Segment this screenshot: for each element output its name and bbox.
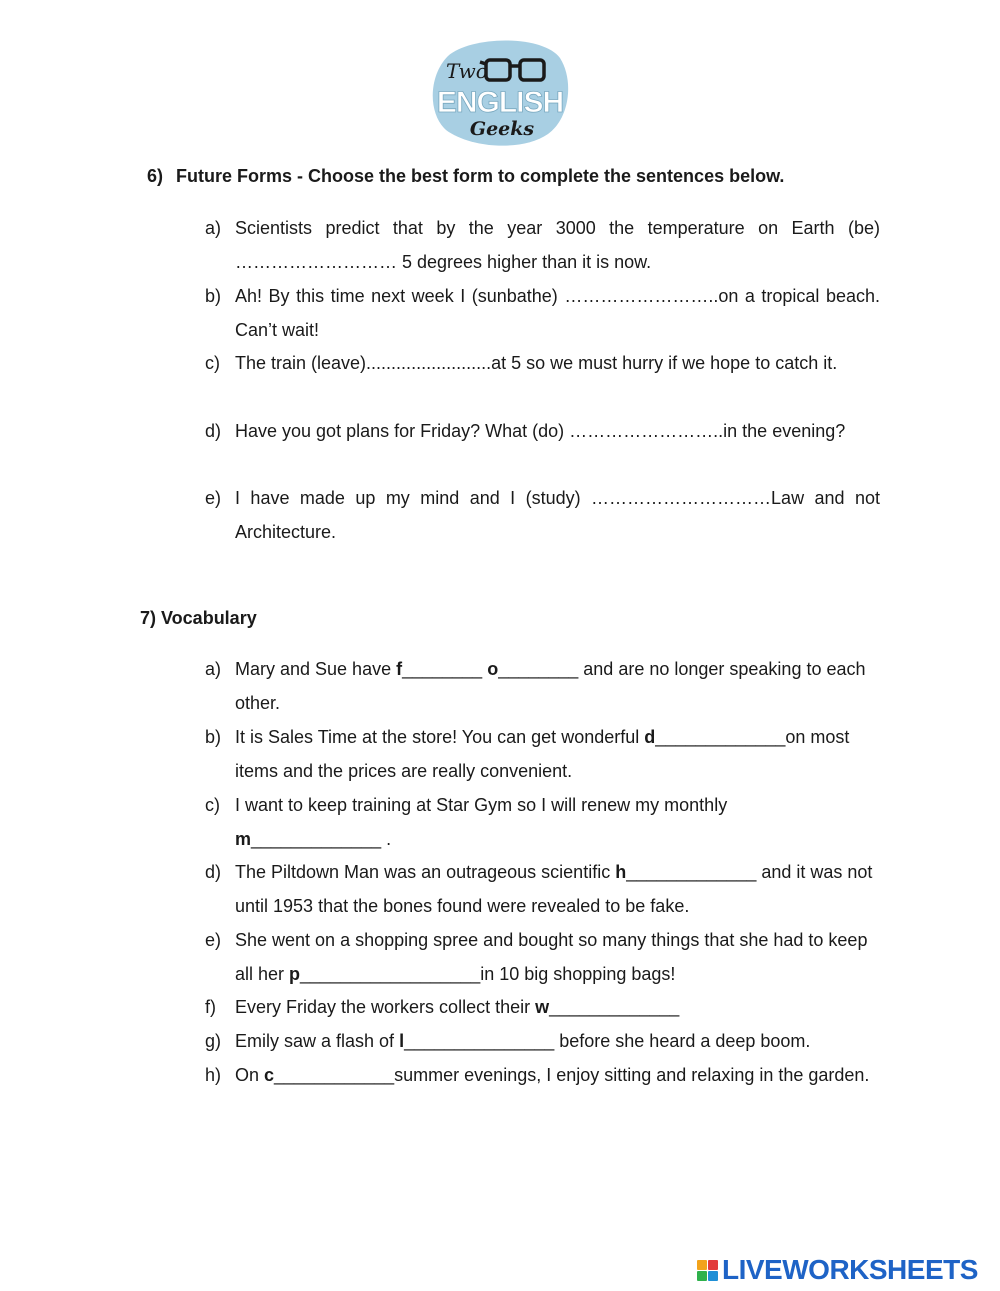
item-label: g) bbox=[205, 1031, 222, 1051]
answer-blank[interactable]: _____________ . bbox=[251, 829, 392, 849]
section-7-heading: 7) Vocabulary bbox=[140, 608, 257, 628]
item-text: Every Friday the workers collect their w_____________ bbox=[235, 997, 680, 1017]
answer-blank[interactable]: _______________ before she heard a deep boom. bbox=[404, 1031, 811, 1051]
item-label: h) bbox=[205, 1065, 222, 1085]
item-text: She went on a shopping spree and bought so many things that she had to keep all her p__________________in 10 big shopping bags! bbox=[235, 930, 868, 984]
question-6d bbox=[205, 414, 880, 448]
item-label: e) bbox=[205, 930, 222, 950]
item-text: I have made up my mind and I (study) …………………………Law and not Architecture. bbox=[235, 488, 880, 542]
item-label: a) bbox=[205, 659, 222, 679]
item-text: The Piltdown Man was an outrageous scientific h_____________ and it was not until 1953 that the bones found were revealed to be fake. bbox=[235, 862, 873, 916]
hint-letter: o bbox=[487, 659, 499, 679]
svg-text:ENGLISH: ENGLISH bbox=[436, 86, 564, 119]
hint-letter: w bbox=[535, 997, 550, 1017]
svg-text:Geeks: Geeks bbox=[469, 118, 535, 140]
item-text: Ah! By this time next week I (sunbathe) ……………………..on a tropical beach. Can’t wait! bbox=[235, 286, 880, 340]
question-7c bbox=[205, 788, 880, 856]
question-7f bbox=[205, 990, 880, 1024]
hint-letter: c bbox=[264, 1065, 275, 1085]
item-label: d) bbox=[205, 862, 222, 882]
item-label: c) bbox=[205, 795, 220, 815]
item-text: I want to keep training at Star Gym so I will renew my monthly m_____________ . bbox=[235, 795, 728, 849]
question-7h bbox=[205, 1058, 880, 1092]
item-label: d) bbox=[205, 421, 222, 441]
liveworksheets-logo-icon bbox=[697, 1260, 718, 1281]
liveworksheets-wordmark: LIVEWORKSHEETS bbox=[722, 1254, 978, 1285]
hint-letter: f bbox=[396, 659, 403, 679]
item-label: a) bbox=[205, 218, 222, 238]
question-7g bbox=[205, 1024, 880, 1058]
answer-blank[interactable]: __________________in 10 big shopping bags! bbox=[300, 964, 676, 984]
item-text: Have you got plans for Friday? What (do) ……………………..in the evening? bbox=[235, 421, 846, 441]
item-text: Emily saw a flash of l_______________ before she heard a deep boom. bbox=[235, 1031, 811, 1051]
item-text: The train (leave).........................at 5 so we must hurry if we hope to catch it. bbox=[235, 353, 838, 373]
hint-letter: m bbox=[235, 829, 252, 849]
question-6e bbox=[205, 481, 880, 549]
two-english-geeks-logo bbox=[430, 34, 570, 148]
item-text: It is Sales Time at the store! You can get wonderful d_____________on most items and the prices are really convenient. bbox=[235, 727, 850, 781]
answer-blank[interactable]: _____________on most items and the prices are really convenient. bbox=[235, 727, 850, 781]
answer-blank[interactable]: ________ bbox=[402, 659, 488, 679]
item-label: b) bbox=[205, 286, 222, 306]
question-7d bbox=[205, 855, 880, 923]
liveworksheets-brand[interactable] bbox=[697, 1254, 978, 1286]
section-6-heading bbox=[147, 166, 784, 187]
item-label: f) bbox=[205, 997, 216, 1017]
answer-blank[interactable]: _____________ and it was not until 1953 that the bones found were revealed to be fake. bbox=[235, 862, 873, 916]
hint-letter: h bbox=[615, 862, 627, 882]
question-6c bbox=[205, 346, 880, 380]
item-label: c) bbox=[205, 353, 220, 373]
item-text: Mary and Sue have f________ o________ and are no longer speaking to each other. bbox=[235, 659, 866, 713]
item-label: e) bbox=[205, 488, 222, 508]
hint-letter: l bbox=[399, 1031, 405, 1051]
question-6b bbox=[205, 279, 880, 347]
answer-blank[interactable]: ________ and are no longer speaking to each other. bbox=[235, 659, 866, 713]
item-text: Scientists predict that by the year 3000 the temperature on Earth (be) ……………………… 5 degrees higher than it is now. bbox=[235, 218, 880, 272]
question-7e bbox=[205, 923, 880, 991]
section-6-number: 6) bbox=[147, 166, 164, 186]
item-label: b) bbox=[205, 727, 222, 747]
hint-letter: d bbox=[644, 727, 656, 747]
question-7b bbox=[205, 720, 880, 788]
item-text: On c____________summer evenings, I enjoy sitting and relaxing in the garden. bbox=[235, 1065, 870, 1085]
section-6-title: Future Forms - Choose the best form to complete the sentences below. bbox=[176, 166, 785, 186]
answer-blank[interactable]: _____________ bbox=[549, 997, 680, 1017]
question-7a bbox=[205, 652, 880, 720]
hint-letter: p bbox=[289, 964, 301, 984]
question-6a bbox=[205, 211, 880, 279]
svg-text:Two: Two bbox=[446, 59, 488, 83]
answer-blank[interactable]: ____________summer evenings, I enjoy sitting and relaxing in the garden. bbox=[274, 1065, 870, 1085]
